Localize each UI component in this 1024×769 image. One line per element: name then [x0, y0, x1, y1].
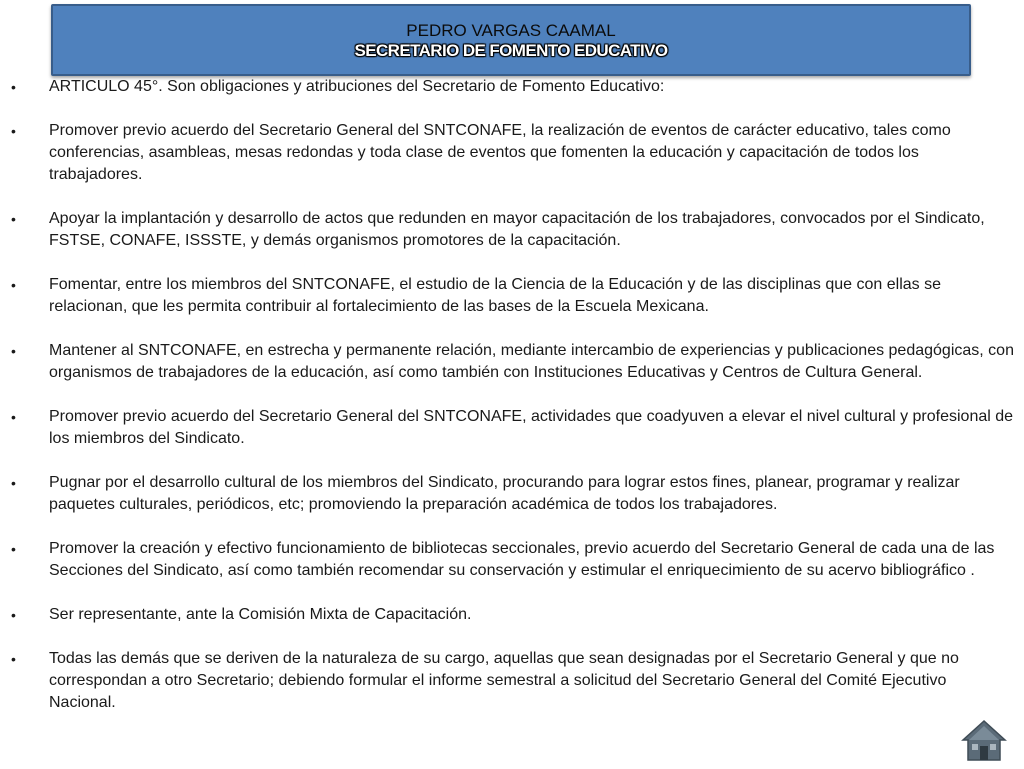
- bullet-item: [0, 604, 1024, 626]
- bullet-text: Promover la creación y efectivo funcionamiento de bibliotecas seccionales, previo acuerdo del Secretario General de cada una de las Secciones del Sindicato, así como también recomendar su conservación y estimular el enriquecimiento de su acervo bibliográfico .: [49, 540, 995, 579]
- bullet-text: Apoyar la implantación y desarrollo de actos que redunden en mayor capacitación de los trabajadores, convocados por el Sindicato, FSTSE, CONAFE, ISSSTE, y demás organismos promotores de la capacitación.: [49, 210, 985, 249]
- bullet-text: Fomentar, entre los miembros del SNTCONAFE, el estudio de la Ciencia de la Educación y de las disciplinas que con ellas se relacionan, que les permita contribuir al fortalecimiento de las bases de la Escuela Mexicana.: [49, 276, 941, 315]
- bullet-text: Mantener al SNTCONAFE, en estrecha y permanente relación, mediante intercambio de experiencias y publicaciones pedagógicas, con organismos de trabajadores de la educación, así como también con Instituciones Educativas y Centros de Cultura General.: [49, 342, 1014, 381]
- bullet-item: [0, 76, 1024, 98]
- title-name: PEDRO VARGAS CAAMAL: [406, 21, 616, 40]
- bullet-text: Promover previo acuerdo del Secretario General del SNTCONAFE, la realización de eventos de carácter educativo, tales como conferencias, asambleas, mesas redondas y toda clase de eventos que fomenten la educación y capacitación de todos los trabajadores.: [49, 122, 951, 183]
- title-role: SECRETARIO DE FOMENTO EDUCATIVO: [354, 41, 668, 60]
- bullet-text: Pugnar por el desarrollo cultural de los miembros del Sindicato, procurando para lograr estos fines, planear, programar y realizar paquetes culturales, periódicos, etc; promoviendo la preparación académica de todos los trabajadores.: [49, 474, 960, 513]
- bullet-marker: •: [11, 277, 16, 293]
- bullet-marker: •: [11, 79, 16, 95]
- bullet-marker: •: [11, 343, 16, 359]
- bullet-text: Promover previo acuerdo del Secretario General del SNTCONAFE, actividades que coadyuven a elevar el nivel cultural y profesional de los miembros del Sindicato.: [49, 408, 1014, 447]
- bullet-item: [0, 274, 1024, 318]
- bullet-item: [0, 472, 1024, 516]
- bullet-item: [0, 120, 1024, 186]
- bullet-list: [0, 76, 1024, 736]
- bullet-marker: •: [11, 541, 16, 557]
- bullet-item: [0, 538, 1024, 582]
- bullet-text: Ser representante, ante la Comisión Mixta de Capacitación.: [49, 606, 472, 623]
- bullet-item: [0, 406, 1024, 450]
- home-icon[interactable]: [960, 718, 1008, 764]
- bullet-text: Todas las demás que se deriven de la naturaleza de su cargo, aquellas que sean designadas por el Secretario General y que no correspondan a otro Secretario; debiendo formular el informe semestral a solicitud del Secretario General del Comité Ejecutivo Nacional.: [49, 650, 959, 711]
- slide-title-box: [51, 4, 971, 76]
- bullet-marker: •: [11, 211, 16, 227]
- bullet-item: [0, 648, 1024, 714]
- bullet-marker: •: [11, 607, 16, 623]
- bullet-marker: •: [11, 475, 16, 491]
- bullet-marker: •: [11, 651, 16, 667]
- bullet-item: [0, 340, 1024, 384]
- bullet-marker: •: [11, 409, 16, 425]
- bullet-item: [0, 208, 1024, 252]
- bullet-text: ARTICULO 45°. Son obligaciones y atribuciones del Secretario de Fomento Educativo:: [49, 78, 665, 95]
- bullet-marker: •: [11, 123, 16, 139]
